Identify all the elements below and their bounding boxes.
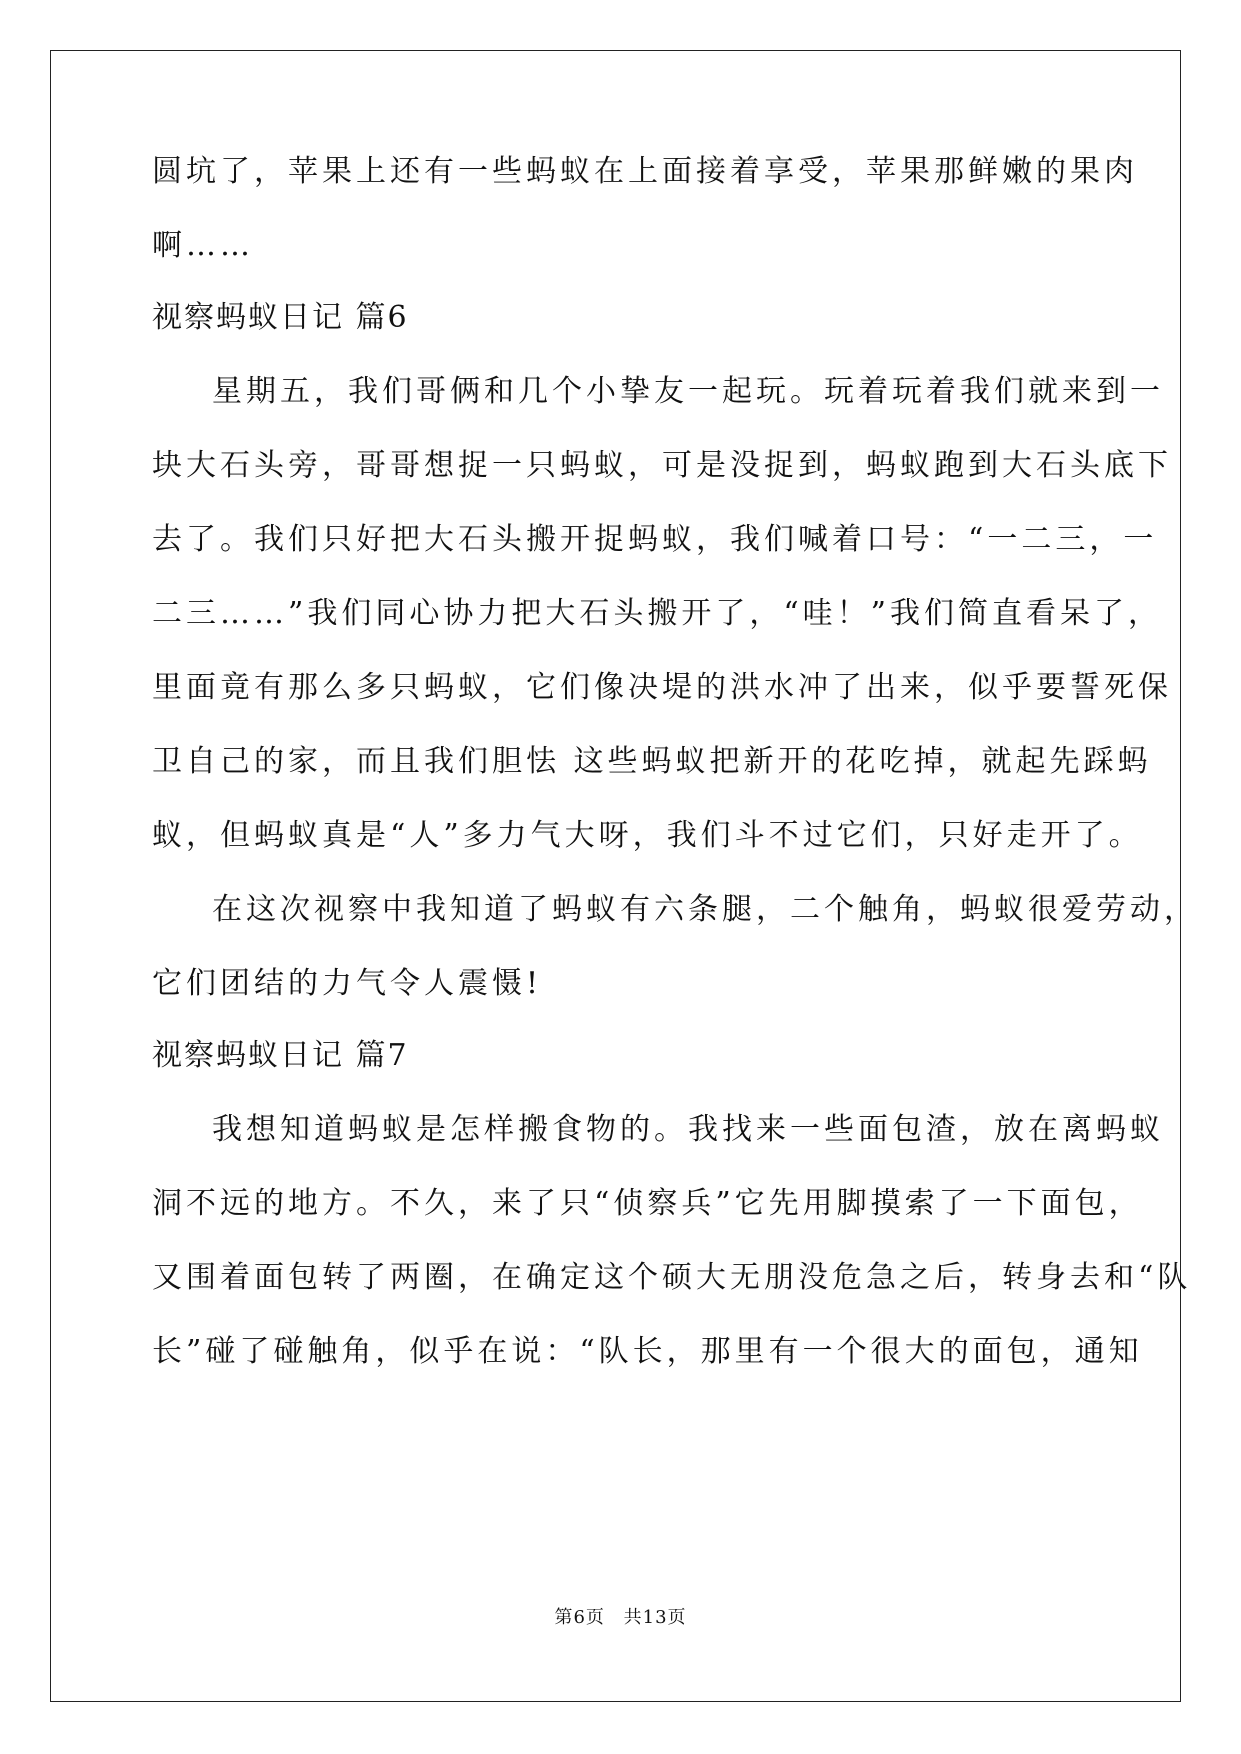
body-line: 啊…… bbox=[152, 228, 254, 263]
body-line: 星期五，我们哥俩和几个小挚友一起玩。玩着玩着我们就来到一 bbox=[212, 374, 1164, 409]
body-line: 在这次视察中我知道了蚂蚁有六条腿，二个触角，蚂蚁很爱劳动， bbox=[212, 892, 1198, 927]
body-line: 二三……”我们同心协力把大石头搬开了，“哇！”我们简直看呆了， bbox=[152, 596, 1163, 631]
section-heading: 视察蚂蚁日记 篇6 bbox=[152, 300, 409, 335]
body-line: 我想知道蚂蚁是怎样搬食物的。我找来一些面包渣，放在离蚂蚁 bbox=[212, 1112, 1164, 1147]
body-line: 又围着面包转了两圈，在确定这个硕大无朋没危急之后，转身去和“队 bbox=[152, 1260, 1192, 1295]
body-line: 它们团结的力气令人震慑! bbox=[152, 966, 543, 1001]
body-line: 洞不远的地方。不久，来了只“侦察兵”它先用脚摸索了一下面包， bbox=[152, 1186, 1143, 1221]
body-line: 去了。我们只好把大石头搬开捉蚂蚁，我们喊着口号：“一二三，一 bbox=[152, 522, 1158, 557]
body-line: 块大石头旁，哥哥想捉一只蚂蚁，可是没捉到，蚂蚁跑到大石头底下 bbox=[152, 448, 1172, 483]
body-line: 里面竟有那么多只蚂蚁，它们像决堤的洪水冲了出来，似乎要誓死保 bbox=[152, 670, 1172, 705]
body-line: 长”碰了碰触角，似乎在说：“队长，那里有一个很大的面包，通知 bbox=[152, 1334, 1143, 1369]
section-heading: 视察蚂蚁日记 篇7 bbox=[152, 1038, 409, 1073]
body-line: 圆坑了，苹果上还有一些蚂蚁在上面接着享受，苹果那鲜嫩的果肉 bbox=[152, 154, 1138, 189]
page-number: 第6页 bbox=[554, 1607, 605, 1628]
body-line: 蚁，但蚂蚁真是“人”多力气大呀，我们斗不过它们，只好走开了。 bbox=[152, 818, 1143, 853]
page-footer bbox=[0, 1606, 1241, 1630]
body-line: 卫自己的家，而且我们胆怯 这些蚂蚁把新开的花吃掉，就起先踩蚂 bbox=[152, 744, 1152, 779]
page-total: 共13页 bbox=[623, 1607, 687, 1628]
